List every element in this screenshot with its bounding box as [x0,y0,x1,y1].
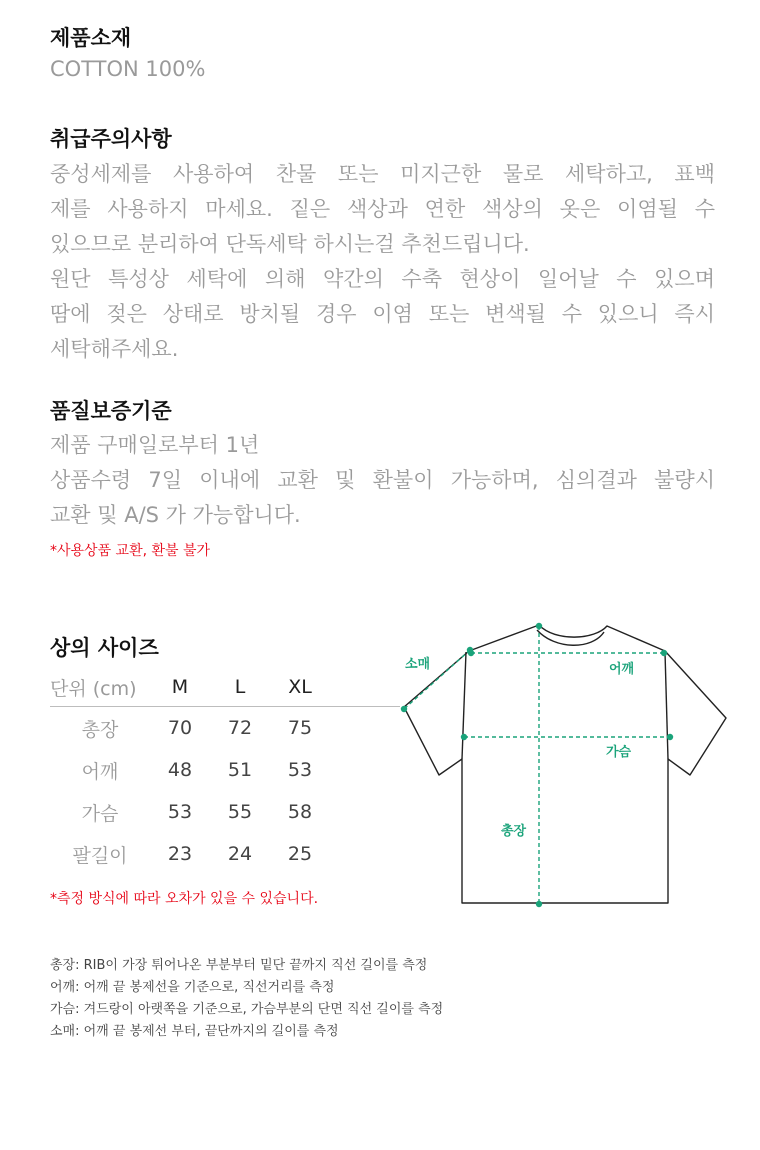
quality-text [50,428,715,533]
dot [461,734,467,740]
note-line: 어깨: 어깨 끝 봉제선을 기준으로, 직선거리를 측정 [50,980,335,995]
cell: 55 [227,801,253,823]
row-label: 팔길이 [72,844,128,867]
dot [536,623,542,629]
material-value: COTTON 100% [50,57,206,81]
cell: 72 [227,717,253,739]
cell: 58 [287,801,313,823]
dot [667,734,673,740]
tshirt-diagram [385,610,730,910]
care-line: 있으므로 분리하여 단독세탁 하시는걸 추천드립니다. [50,232,530,256]
care-line: 세탁해주세요. [50,337,179,361]
cell: 53 [287,759,313,781]
table-row [50,749,400,791]
quality-title: 품질보증기준 [50,399,172,423]
note-line: 가슴: 겨드랑이 아랫쪽을 기준으로, 가슴부분의 단면 직선 길이를 측정 [50,1002,444,1017]
col-m: M [150,668,210,707]
shoulder-label: 어깨 [609,662,635,677]
care-title: 취급주의사항 [50,127,172,151]
cell: 25 [287,843,313,865]
material-title: 제품소재 [50,26,132,50]
dot [467,647,473,653]
cell: 53 [167,801,193,823]
care-line: 중성세제를 사용하여 찬물 또는 미지근한 물로 세탁하고, 표백 [50,162,715,186]
quality-line: 제품 구매일로부터 1년 [50,433,260,457]
col-xl: XL [270,668,330,707]
table-row [50,791,400,833]
row-label: 가슴 [81,802,119,825]
dot [536,901,542,907]
quality-note: *사용상품 교환, 환불 불가 [50,543,211,559]
note-line: 총장: RIB이 가장 튀어나온 부분부터 밑단 끝까지 직선 길이를 측정 [50,958,428,973]
care-line: 원단 특성상 세탁에 의해 약간의 수축 현상이 일어날 수 있으며 [50,267,715,291]
size-header-row [50,668,400,707]
cell: 51 [227,759,253,781]
table-row [50,833,400,875]
quality-line: 상품수령 7일 이내에 교환 및 환불이 가능하며, 심의결과 불량시 [50,468,715,492]
cell: 75 [287,717,313,739]
row-label: 어깨 [81,760,119,783]
note-line: 소매: 어깨 끝 봉제선 부터, 끝단까지의 길이를 측정 [50,1024,339,1039]
dot [401,706,407,712]
size-table [50,668,400,875]
cell: 24 [227,843,253,865]
chest-label: 가슴 [606,745,632,760]
dot [661,650,667,656]
quality-line: 교환 및 A/S 가 가능합니다. [50,503,301,527]
length-label: 총장 [501,824,527,839]
row-label: 총장 [81,718,119,741]
cell: 48 [167,759,193,781]
table-row [50,707,400,750]
care-text [50,157,715,367]
col-l: L [210,668,270,707]
sleeve-label: 소매 [405,657,431,672]
care-line: 땀에 젖은 상태로 방치될 경우 이염 또는 변색될 수 있으니 즉시 [50,302,715,326]
measurement-notes [50,955,443,1043]
care-line: 제를 사용하지 마세요. 짙은 색상과 연한 색상의 옷은 이염될 수 [50,197,715,221]
unit-label: 단위 (cm) [50,668,150,707]
size-note: *측정 방식에 따라 오차가 있을 수 있습니다. [50,891,319,907]
size-title: 상의 사이즈 [50,636,159,660]
cell: 70 [167,717,193,739]
cell: 23 [167,843,193,865]
